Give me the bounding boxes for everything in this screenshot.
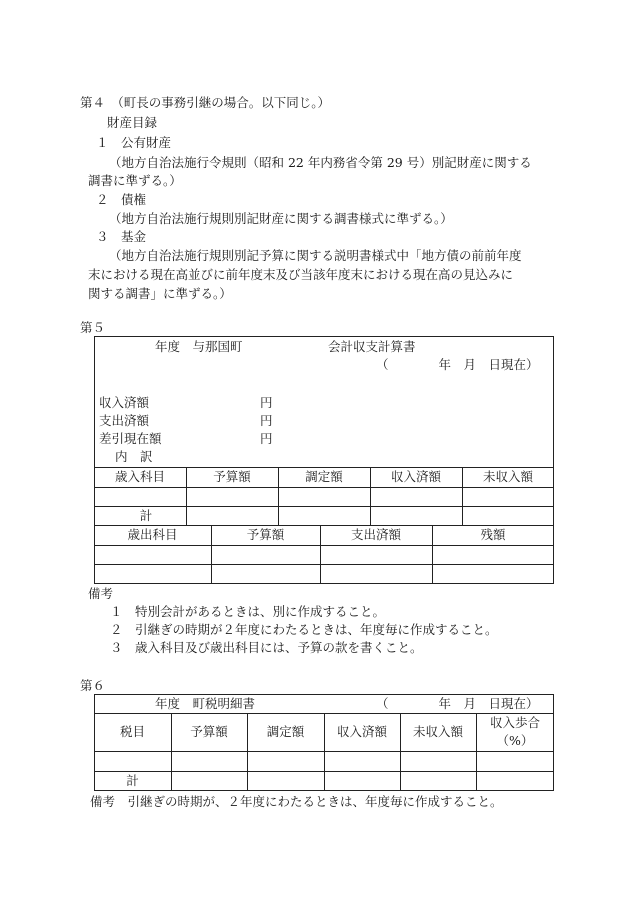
section4-item2-title: ２ 債権 [96, 192, 147, 207]
account-year-label: 年度 与那国町 [155, 339, 243, 354]
section4-item3-title: ３ 基金 [96, 229, 147, 244]
tax-header-unreceived: 未収入額 [412, 724, 463, 739]
section6-note: 備考 引継ぎの時期が、２年度にわたるときは、年度毎に作成すること。 [90, 794, 503, 809]
revenue-table-top-rule [94, 467, 554, 468]
tax-header-ratio-line1: 収入歩合 [489, 715, 540, 730]
account-statement-form [94, 336, 554, 584]
revenue-header-assessed: 調定額 [305, 469, 343, 484]
section5-note-1: １ 特別会計があるときは、別に作成すること。 [110, 604, 386, 619]
tax-date-label: （ 年 月 日現在） [376, 696, 539, 711]
section4-item3-line1: （地方自治法施行規則別記予算に関する説明書様式中「地方債の前前年度 [109, 248, 522, 263]
section5-note-2: ２ 引継ぎの時期が２年度にわたるときは、年度毎に作成すること。 [110, 622, 498, 637]
section4-subheading: 財産目録 [107, 115, 158, 130]
tax-col-divider [247, 713, 248, 791]
section4-item2-line1: （地方自治法施行規則別記財産に関する調書様式に準ずる。） [109, 211, 453, 226]
expense-label: 支出済額 [99, 413, 150, 428]
account-doc-title: 会計収支計算書 [328, 339, 416, 354]
revenue-header-received: 収入済額 [390, 469, 441, 484]
balance-yen: 円 [260, 431, 273, 446]
section5-notes-title: 備考 [88, 586, 114, 601]
expense-yen: 円 [260, 413, 273, 428]
revenue-total-label: 計 [139, 508, 153, 523]
revenue-header-budget: 予算額 [213, 469, 251, 484]
balance-label: 差引現在額 [99, 431, 162, 446]
expenditure-header-rule [94, 545, 554, 546]
section4-item3-line3: 関する調書」に準ずる。） [88, 286, 232, 301]
section4-item3-line2: 末における現在高並びに前年度末及び当該年度末における現在高の見込みに [88, 267, 514, 282]
tax-col-divider [400, 713, 401, 791]
expenditure-header-subject: 歳出科目 [127, 527, 178, 542]
breakdown-label: 内 訳 [115, 449, 153, 464]
income-yen: 円 [260, 395, 273, 410]
revenue-row-rule [94, 506, 554, 507]
tax-header-budget: 予算額 [190, 724, 228, 739]
section4-item1-title: １ 公有財産 [96, 135, 172, 150]
expenditure-header-budget: 予算額 [246, 527, 285, 542]
expenditure-header-remaining: 残額 [480, 527, 506, 542]
section5-heading: 第５ [80, 320, 106, 335]
revenue-header-subject: 歳入科目 [114, 469, 165, 484]
section6-heading: 第６ [80, 678, 106, 693]
tax-header-item: 税目 [119, 724, 145, 739]
tax-header-ratio-line2: （%） [496, 733, 534, 748]
section4-item1-line1: （地方自治法施行令規則（昭和 22 年内務省令第 29 号）別記財産に関する [109, 155, 532, 170]
income-label: 収入済額 [99, 395, 150, 410]
revenue-total-rule [94, 525, 554, 526]
tax-col-divider [171, 713, 172, 791]
account-date-label: （ 年 月 日現在） [376, 357, 539, 372]
section5-note-3: ３ 歳入科目及び歳出科目には、予算の款を書くこと。 [110, 640, 423, 655]
expenditure-header-paid: 支出済額 [350, 527, 401, 542]
tax-header-assessed: 調定額 [266, 724, 305, 739]
revenue-header-unreceived: 未収入額 [482, 469, 533, 484]
tax-total-label: 計 [126, 773, 139, 788]
tax-title-label: 年度 町税明細書 [155, 696, 256, 711]
expenditure-row-rule [94, 564, 554, 565]
tax-col-divider [324, 713, 325, 791]
section4-heading: 第４ （町長の事務引継の場合。以下同じ。） [80, 95, 331, 110]
section4-item1-line2: 調書に準ずる。） [88, 173, 182, 188]
revenue-header-rule [94, 487, 554, 488]
tax-header-received: 収入済額 [336, 724, 387, 739]
